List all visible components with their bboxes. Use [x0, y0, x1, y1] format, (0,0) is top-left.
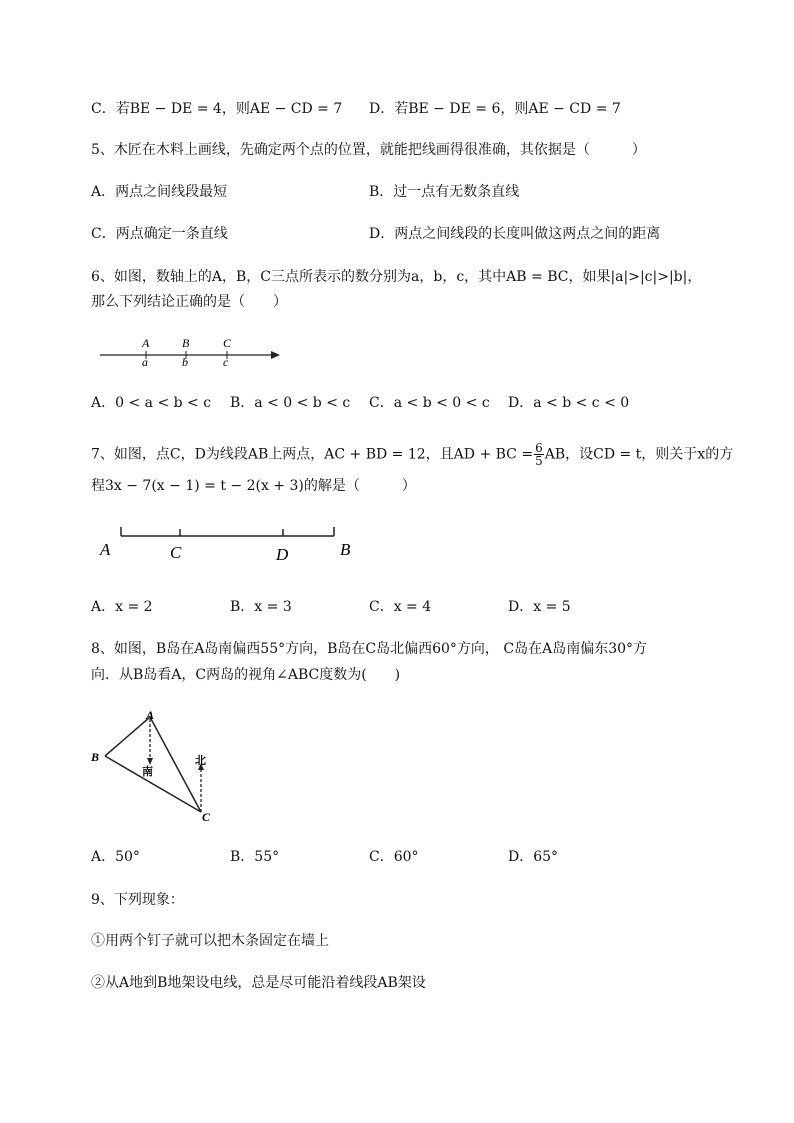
- q8-option-c: C．60°: [369, 849, 419, 865]
- q4-option-c: C．若BE − DE = 4，则AE − CD = 7: [91, 101, 343, 117]
- segment-ab: [105, 717, 150, 756]
- q7-fraction-denominator: 5: [535, 454, 543, 468]
- q9-stem: 9、下列现象：: [91, 892, 184, 908]
- q8-stem-line1: 8、如图，B岛在A岛南偏西55°方向，B岛在C岛北偏西60°方向， C岛在A岛南偏东30°方: [91, 641, 648, 657]
- label-b: B: [91, 750, 100, 764]
- q5-option-d: D．两点之间线段的长度叫做这两点之间的距离: [369, 226, 661, 242]
- q7-stem-line2: 程3x − 7(x − 1) = t − 2(x + 3)的解是（ ）: [91, 478, 416, 494]
- label-c: C: [202, 810, 211, 824]
- q6-stem-line1: 6、如图，数轴上的A，B，C三点所表示的数分别为a，b，c，其中AB = BC，如果|a|>|c|>|b|，: [91, 269, 702, 285]
- label-b: B: [340, 540, 351, 559]
- q5-option-c: C．两点确定一条直线: [91, 226, 228, 242]
- q7-option-c: C．x = 4: [369, 599, 432, 615]
- q8-islands-figure: [88, 705, 228, 830]
- q5-option-a: A．两点之间线段最短: [91, 184, 228, 200]
- label-value-a: a: [142, 355, 148, 369]
- label-a: A: [146, 708, 155, 722]
- label-north: 北: [195, 754, 206, 767]
- label-point-c: C: [223, 336, 232, 350]
- number-line-arrow-icon: [271, 351, 280, 359]
- q7-stem-line1: [91, 442, 733, 467]
- q9-item-2: ②从A地到B地架设电线，总是尽可能沿着线段AB架设: [91, 975, 426, 991]
- q6-number-line-figure: [100, 335, 285, 370]
- q8-option-b: B．55°: [230, 849, 280, 865]
- label-a: A: [100, 540, 111, 559]
- q7-stem-part2: AB，设CD = t，则关于x的方: [544, 446, 734, 463]
- q5-stem: 5、木匠在木料上画线，先确定两个点的位置，就能把线画得很准确，其依据是（ ）: [91, 142, 646, 158]
- q7-stem-part1: 7、如图，点C，D为线段AB上两点，AC + BD = 12，且AD + BC =: [91, 446, 534, 463]
- q7-option-b: B．x = 3: [230, 599, 292, 615]
- q7-fraction-numerator: 6: [535, 441, 543, 455]
- q8-option-d: D．65°: [508, 849, 559, 865]
- q5-option-b: B．过一点有无数条直线: [369, 184, 520, 200]
- q7-option-d: D．x = 5: [508, 599, 571, 615]
- q6-option-a: A．0 < a < b < c: [91, 395, 212, 411]
- q8-stem-line2: 向．从B岛看A，C两岛的视角∠ABC度数为( ): [91, 667, 401, 683]
- label-value-c: c: [223, 355, 229, 369]
- south-arrow-icon: [147, 758, 153, 765]
- label-point-a: A: [142, 336, 150, 350]
- q6-option-c: C．a < b < 0 < c: [369, 395, 490, 411]
- q6-option-b: B．a < 0 < b < c: [230, 395, 351, 411]
- q6-stem-line2: 那么下列结论正确的是（ ）: [91, 294, 287, 310]
- q7-segment-figure: [100, 522, 360, 567]
- q7-fraction: [534, 442, 544, 467]
- q8-option-a: A．50°: [91, 849, 140, 865]
- q4-option-d: D．若BE − DE = 6，则AE − CD = 7: [369, 101, 621, 117]
- q9-item-1: ①用两个钉子就可以把木条固定在墙上: [91, 933, 329, 949]
- label-c: C: [170, 543, 182, 562]
- q6-option-d: D．a < b < c < 0: [508, 395, 630, 411]
- q7-option-a: A．x = 2: [91, 599, 153, 615]
- label-point-b: B: [182, 336, 190, 350]
- label-south: 南: [142, 765, 153, 778]
- label-value-b: b: [182, 355, 188, 369]
- label-d: D: [276, 545, 289, 564]
